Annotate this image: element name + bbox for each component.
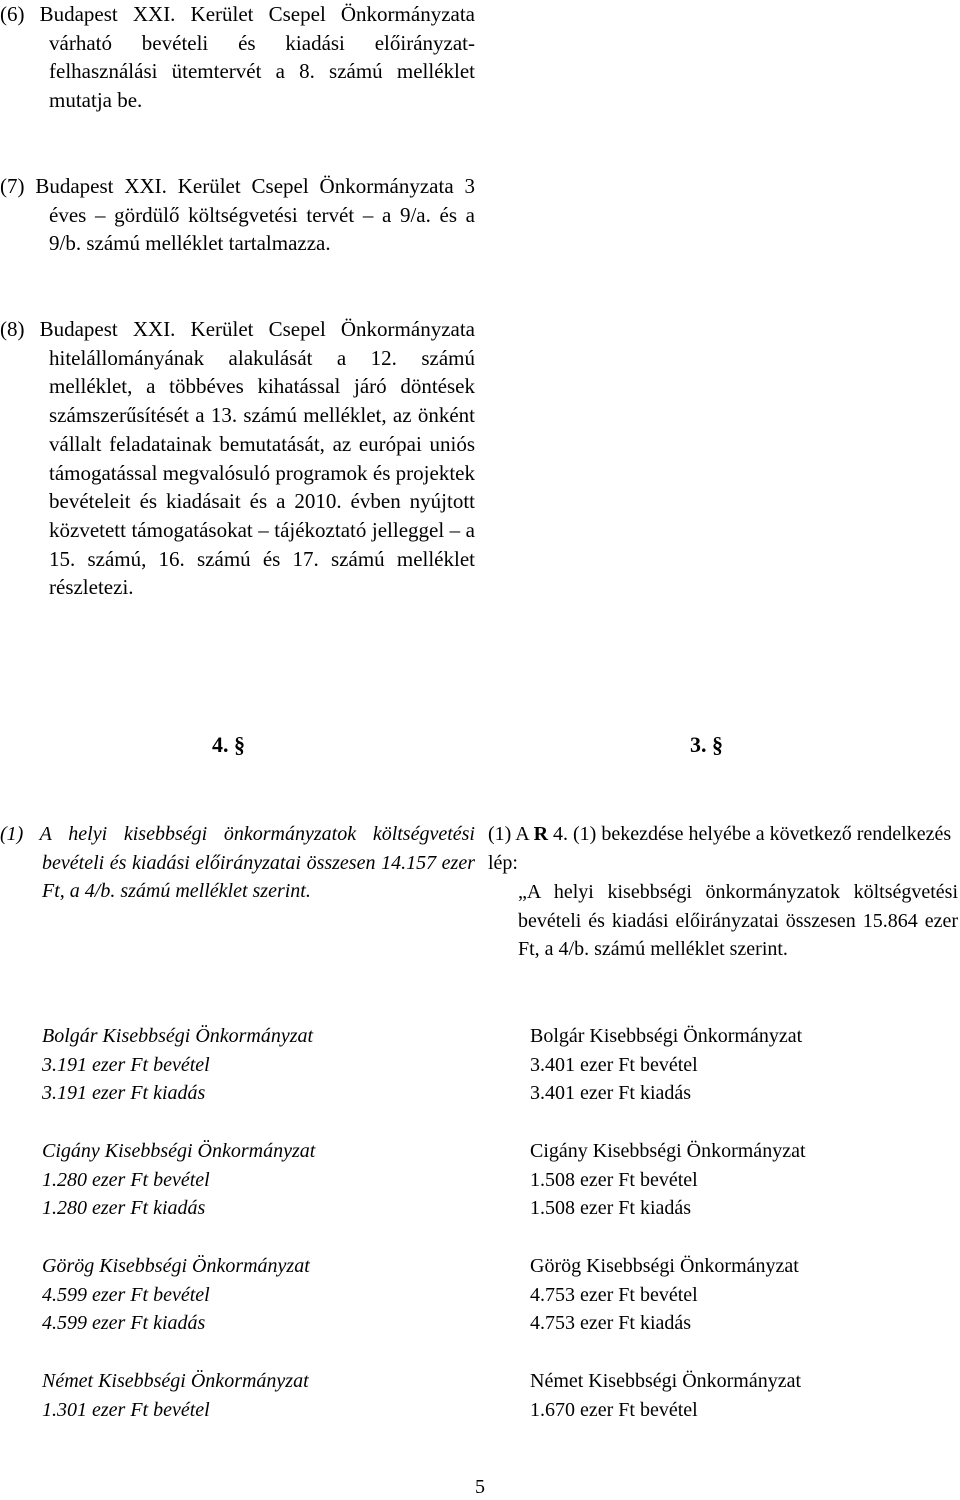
- section-heading-right: 3. §: [690, 732, 723, 757]
- left-group-bolgar: [42, 1022, 313, 1108]
- group-name: Német Kisebbségi Önkormányzat: [42, 1370, 309, 1392]
- group-expense: 1.280 ezer Ft kiadás: [42, 1197, 206, 1220]
- group-expense: 3.191 ezer Ft kiadás: [42, 1082, 206, 1105]
- group-expense: 1.508 ezer Ft kiadás: [530, 1197, 692, 1220]
- right-group-cigany: [530, 1137, 806, 1223]
- page-number: 5: [475, 1476, 485, 1498]
- paragraph-8: (8) Budapest XXI. Kerület Csepel Önkormányzata hitelállományának alakulását a 12. számú melléklet, a többéves kihatással járó döntések számszerűsítését a 13. számú melléklet, az önként vállalt feladatainak bemutatását, az európai uniós támogatással megvalósuló programok és projektek bevételeit és kiadásait és a 2010. évben nyújtott közvetett támogatásokat – tájékoztató jelleggel – a 15. számú, 16. számú és 17. számú melléklet részletezi.: [0, 317, 475, 600]
- left-group-gorog: [42, 1252, 310, 1338]
- group-income: 1.301 ezer Ft bevétel: [42, 1398, 210, 1421]
- group-name: Német Kisebbségi Önkormányzat: [530, 1370, 802, 1392]
- paragraph-7: (7) Budapest XXI. Kerület Csepel Önkormányzata 3 éves – gördülő költségvetési tervét – a 9/a. és a 9/b. számú melléklet tartalmazza.: [0, 174, 475, 256]
- group-income: 4.599 ezer Ft bevétel: [42, 1283, 210, 1306]
- section-heading-left: 4. §: [212, 732, 245, 757]
- right-quote: „A helyi kisebbségi önkormányzatok költségvetési bevételi és kiadási előirányzatai összesen 15.864 ezer Ft, a 4/b. számú melléklet szerint.: [518, 881, 958, 961]
- group-name: Cigány Kisebbségi Önkormányzat: [530, 1140, 806, 1162]
- paragraph-6: (6) Budapest XXI. Kerület Csepel Önkormányzata várható bevételi és kiadási előirányzat-felhasználási ütemtervét a 8. számú melléklet mutatja be.: [0, 2, 475, 113]
- left-group-nemet: [42, 1367, 309, 1424]
- right-group-bolgar: [530, 1022, 802, 1108]
- group-income: 1.280 ezer Ft bevétel: [42, 1168, 210, 1191]
- right-group-gorog: [530, 1252, 799, 1338]
- group-income: 1.508 ezer Ft bevétel: [530, 1168, 698, 1191]
- group-name: Bolgár Kisebbségi Önkormányzat: [42, 1025, 314, 1047]
- group-income: 1.670 ezer Ft bevétel: [530, 1398, 698, 1421]
- group-expense: 4.753 ezer Ft kiadás: [530, 1312, 692, 1335]
- group-income: 4.753 ezer Ft bevétel: [530, 1283, 698, 1306]
- right-intro: (1) A R 4. (1) bekezdése helyébe a következő rendelkezés lép:: [488, 823, 952, 874]
- group-expense: 3.401 ezer Ft kiadás: [530, 1082, 692, 1105]
- group-expense: 4.599 ezer Ft kiadás: [42, 1312, 206, 1335]
- group-name: Cigány Kisebbségi Önkormányzat: [42, 1140, 316, 1162]
- group-income: 3.401 ezer Ft bevétel: [530, 1053, 698, 1076]
- group-income: 3.191 ezer Ft bevétel: [42, 1053, 210, 1076]
- left-intro: (1) A helyi kisebbségi önkormányzatok költségvetési bevételi és kiadási előirányzatai összesen 14.157 ezer Ft, a 4/b. számú melléklet szerint.: [0, 823, 475, 903]
- left-group-cigany: [42, 1137, 315, 1223]
- right-group-nemet: [530, 1367, 801, 1424]
- group-name: Bolgár Kisebbségi Önkormányzat: [530, 1025, 803, 1047]
- group-name: Görög Kisebbségi Önkormányzat: [42, 1255, 310, 1277]
- group-name: Görög Kisebbségi Önkormányzat: [530, 1255, 799, 1277]
